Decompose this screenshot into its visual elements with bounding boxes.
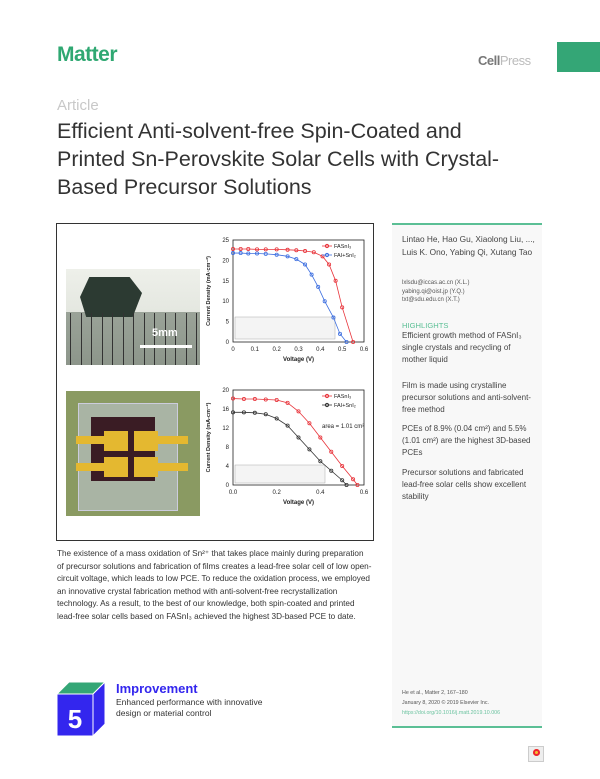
highlight-item: Efficient growth method of FASnI₃ single crystals and recycling of mother liquid: [402, 331, 522, 364]
highlight-item: PCEs of 8.9% (0.04 cm²) and 5.5% (1.01 cm²) are the highest 3D-based PCEs: [402, 424, 531, 457]
ruler-tick: [175, 313, 176, 365]
abstract: The existence of a mass oxidation of Sn²⁺ that takes place mainly during preparation of precursor solutions and fabrication of films creates a lead-free solar cell of low open-circuit voltage, which leads to low PCE. To reduce the oxidation process, we employed an innovative crystal fabrication method with anti-solvent-free recrystallization technology. As a result, to the best of our knowledge, both spin-coated and printed lead-free solar cells based on FASnI₃ achieved the highest 3D-based PCE to date.: [57, 549, 372, 621]
x-tick-label: 0.3: [294, 347, 303, 353]
ruler-tick: [133, 313, 134, 365]
highlights-heading: HIGHLIGHTS: [402, 321, 449, 330]
email-link[interactable]: txt@sdu.edu.cn (X.T.): [402, 297, 460, 303]
ruler-tick: [102, 313, 103, 365]
authors: Lintao He, Hao Gu, Xiaolong Liu, ..., Luis K. Ono, Yabing Qi, Xutang Tao: [402, 234, 535, 257]
y-tick-label: 12: [222, 426, 229, 432]
emails: [402, 279, 469, 305]
ruler-tick: [91, 313, 92, 365]
ruler-tick: [186, 313, 187, 365]
ruler-tick: [112, 313, 113, 365]
y-tick-label: 16: [222, 407, 229, 413]
crystal-photo: [66, 269, 200, 365]
y-tick-label: 0: [225, 483, 229, 489]
inset-table: [235, 465, 325, 483]
y-tick-label: 5: [225, 319, 229, 326]
publisher-logo: CellPress: [478, 53, 531, 68]
progress-level: 5: [67, 704, 83, 734]
progress-heading: Improvement: [116, 681, 198, 696]
x-tick-label: 0.0: [228, 490, 238, 496]
email-link[interactable]: yabing.qi@oist.jp (Y.Q.): [402, 288, 465, 295]
y-axis-label: Current Density (mA-cm⁻²): [206, 402, 212, 473]
article-title: Efficient Anti-solvent-free Spin-Coated and Printed Sn-Perovskite Solar Cells with Crystal-Based Precursor Solutions: [57, 119, 500, 199]
highlight-item: Precursor solutions and fabricated lead-free solar cells show excellent stability: [402, 468, 527, 501]
x-tick-label: 0: [231, 347, 235, 353]
scale-bar: [140, 345, 192, 348]
y-tick-label: 8: [225, 445, 229, 451]
y-tick-label: 0: [225, 340, 229, 346]
x-axis-label: Voltage (V): [283, 357, 314, 363]
progress-description: Enhanced performance with innovative design or material control: [116, 697, 263, 718]
journal-logo: Matter: [57, 43, 118, 66]
ruler-tick: [70, 313, 71, 365]
email-link[interactable]: lxlsdu@iccas.ac.cn (X.L.): [402, 280, 470, 286]
jv-chart-spin-coated: [202, 234, 374, 374]
doi-link[interactable]: https://doi.org/10.1016/j.matt.2019.10.006: [402, 710, 501, 716]
x-tick-label: 0.4: [316, 347, 325, 353]
y-tick-label: 4: [225, 464, 229, 470]
ruler-tick: [123, 313, 124, 365]
jv-chart-printed: [202, 384, 374, 519]
x-tick-label: 0.6: [359, 347, 369, 353]
ruler-tick: [144, 313, 145, 365]
publication-date: January 8, 2020 © 2019 Elsevier Inc.: [402, 700, 489, 706]
y-tick-label: 20: [222, 258, 229, 265]
y-tick-label: 25: [222, 238, 229, 244]
article-type: Article: [57, 97, 99, 114]
citation-text: He et al., Matter 2, 167–180: [402, 690, 468, 696]
x-tick-label: 0.2: [272, 490, 281, 496]
ruler-tick: [81, 313, 82, 365]
header-accent-bar: [557, 42, 600, 72]
progress-cube-icon: [57, 682, 105, 736]
ruler-tick: [154, 313, 155, 365]
legend-label: FAI+SnI₂: [334, 253, 356, 259]
y-tick-label: 15: [222, 278, 229, 285]
highlight-item: Film is made using crystalline precursor solutions and anti-solvent-free method: [402, 381, 531, 414]
citation: [402, 688, 500, 718]
inset-table: [235, 317, 335, 339]
ruler-tick: [165, 313, 166, 365]
legend-label: FASnI₃: [334, 394, 352, 400]
y-axis-label: Current Density (mA·cm⁻²): [206, 256, 212, 326]
x-tick-label: 0.6: [359, 490, 369, 496]
crystal: [80, 277, 142, 317]
x-tick-label: 0.1: [250, 347, 260, 353]
y-tick-label: 10: [222, 299, 229, 306]
chart-annotation: area = 1.01 cm²: [322, 424, 365, 430]
graphical-abstract: [56, 223, 374, 541]
x-axis-label: Voltage (V): [283, 500, 314, 506]
ruler-tick: [196, 313, 197, 365]
x-tick-label: 0.5: [337, 347, 347, 353]
scale-label: 5mm: [152, 327, 178, 339]
check-for-updates-icon[interactable]: [528, 746, 544, 762]
y-tick-label: 20: [222, 388, 229, 394]
legend-label: FASnI₃: [334, 244, 352, 250]
info-sidebar: [392, 223, 542, 728]
legend-label: FAI+SnI₂: [334, 403, 356, 409]
x-tick-label: 0.2: [272, 347, 281, 353]
device-photo: [66, 391, 200, 516]
x-tick-label: 0.4: [316, 490, 325, 496]
